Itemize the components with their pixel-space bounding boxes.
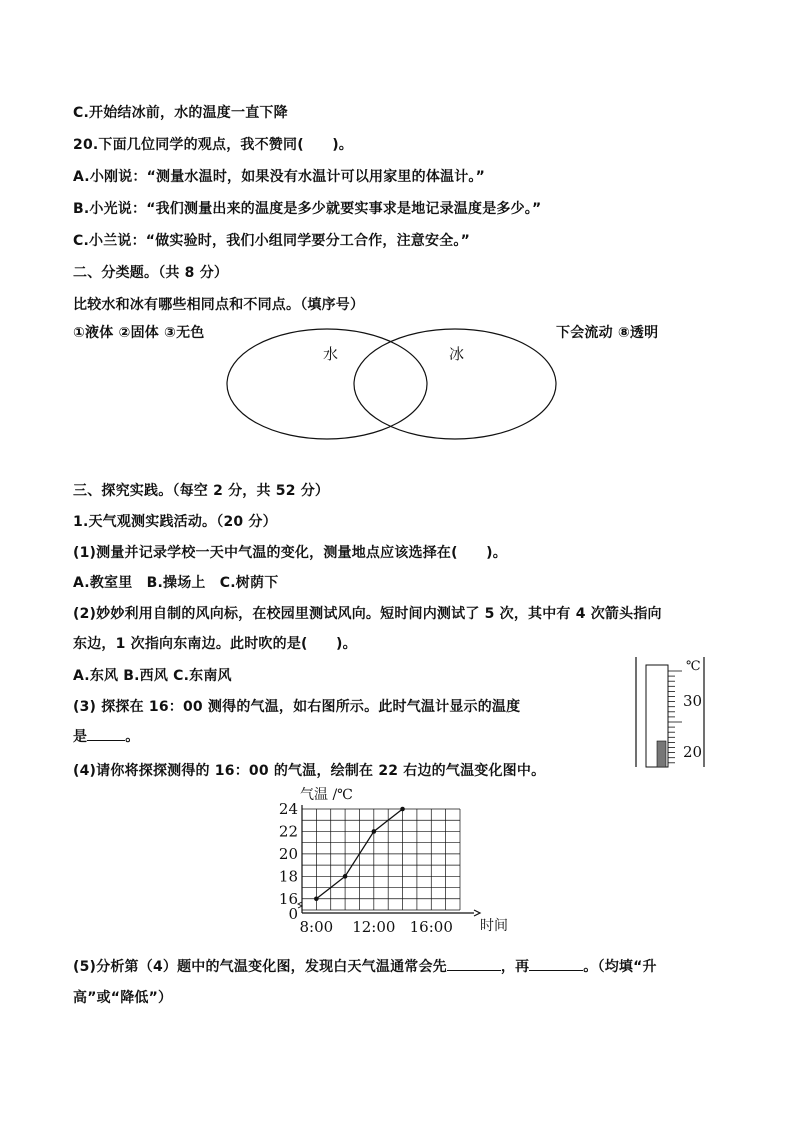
- thermometer-ticks: [668, 671, 682, 763]
- chart-ylabel: 气温 /℃: [300, 787, 353, 803]
- chart-data-point: [400, 807, 405, 812]
- question-1-5-line2: 高”或“降低”）: [73, 990, 173, 1006]
- chart-xlabel: 时间: [480, 918, 508, 934]
- classification-options-left: ①液体 ②固体 ③无色: [73, 325, 205, 341]
- answer-blank-first-trend[interactable]: [447, 956, 501, 971]
- thermometer: [630, 655, 710, 771]
- question-1-3-prefix: 是: [73, 729, 88, 745]
- chart-y-tick-label: 22: [278, 822, 298, 841]
- temperature-line-chart: [272, 782, 532, 952]
- thermometer-label-20: 20: [683, 743, 703, 761]
- classification-instruction: 比较水和冰有哪些相同点和不同点。（填序号）: [73, 297, 365, 313]
- venn-water-label: 水: [323, 345, 339, 363]
- thermometer-unit: ℃: [686, 659, 701, 674]
- option-c-xiaolan: C.小兰说：“做实验时，我们小组同学要分工合作，注意安全。”: [73, 233, 470, 249]
- answer-blank-second-trend[interactable]: [529, 956, 583, 971]
- question-1-3-line2: [73, 726, 139, 746]
- chart-x-tick-label: 12:00: [352, 918, 396, 936]
- venn-diagram: [226, 328, 566, 446]
- chart-y-tick-label: 16: [278, 889, 298, 908]
- option-b-xiaoguang: B.小光说：“我们测量出来的温度是多少就要实事求是地记录温度是多少。”: [73, 201, 542, 217]
- section-three-heading: 三、探究实践。（每空 2 分，共 52 分）: [73, 483, 330, 499]
- chart-x-tick-label: 16:00: [409, 918, 453, 936]
- chart-x-tick-label: 8:00: [299, 918, 334, 936]
- chart-data-point: [343, 874, 348, 879]
- question-1-1-options: A.教室里 B.操场上 C.树荫下: [73, 575, 279, 591]
- question-1-3-line1: (3) 探探在 16：00 测得的气温，如右图所示。此时气温计显示的温度: [73, 699, 521, 715]
- activity-1-title: 1.天气观测实践活动。（20 分）: [73, 514, 277, 530]
- option-a-xiaogang: A.小刚说：“测量水温时，如果没有水温计可以用家里的体温计。”: [73, 169, 486, 185]
- chart-data-point: [314, 896, 319, 901]
- question-1-5-line1: [73, 956, 657, 976]
- chart-y-tick-label: 0: [288, 905, 298, 923]
- chart-x-axis-arrow: [474, 910, 480, 916]
- question-1-5-text-b: ，再: [500, 959, 530, 975]
- question-20: 20.下面几位同学的观点，我不赞同( )。: [73, 137, 353, 153]
- question-1-1: (1)测量并记录学校一天中气温的变化，测量地点应该选择在( )。: [73, 545, 507, 561]
- chart-y-tick-label: 18: [278, 867, 298, 886]
- venn-ice-label: 冰: [449, 345, 465, 363]
- chart-y-tick-label: 20: [278, 844, 298, 863]
- question-1-5-text-c: 。（均填“升: [583, 959, 657, 975]
- question-1-3-suffix: 。: [125, 729, 140, 745]
- thermometer-liquid: [657, 741, 666, 767]
- answer-blank-temperature[interactable]: [87, 726, 125, 741]
- classification-options-right: 下会流动 ⑧透明: [556, 325, 659, 341]
- chart-grid: [298, 805, 480, 916]
- option-c-freezing: C.开始结冰前，水的温度一直下降: [73, 105, 288, 121]
- question-1-5-text-a: (5)分析第（4）题中的气温变化图，发现白天气温通常会先: [73, 959, 447, 975]
- question-1-2-options: A.东风 B.西风 C.东南风: [73, 668, 232, 684]
- chart-data-point: [372, 829, 377, 834]
- chart-axis-break: [298, 902, 302, 908]
- section-two-heading: 二、分类题。（共 8 分）: [73, 265, 229, 281]
- question-1-4: (4)请你将探探测得的 16：00 的气温，绘制在 22 右边的气温变化图中。: [73, 763, 546, 779]
- chart-y-tick-label: 24: [278, 800, 298, 818]
- thermometer-label-30: 30: [683, 692, 703, 710]
- question-1-2-line1: (2)妙妙利用自制的风向标，在校园里测试风向。短时间内测试了 5 次，其中有 4 次箭头指向: [73, 606, 662, 622]
- question-1-2-line2: 东边，1 次指向东南边。此时吹的是( )。: [73, 636, 357, 652]
